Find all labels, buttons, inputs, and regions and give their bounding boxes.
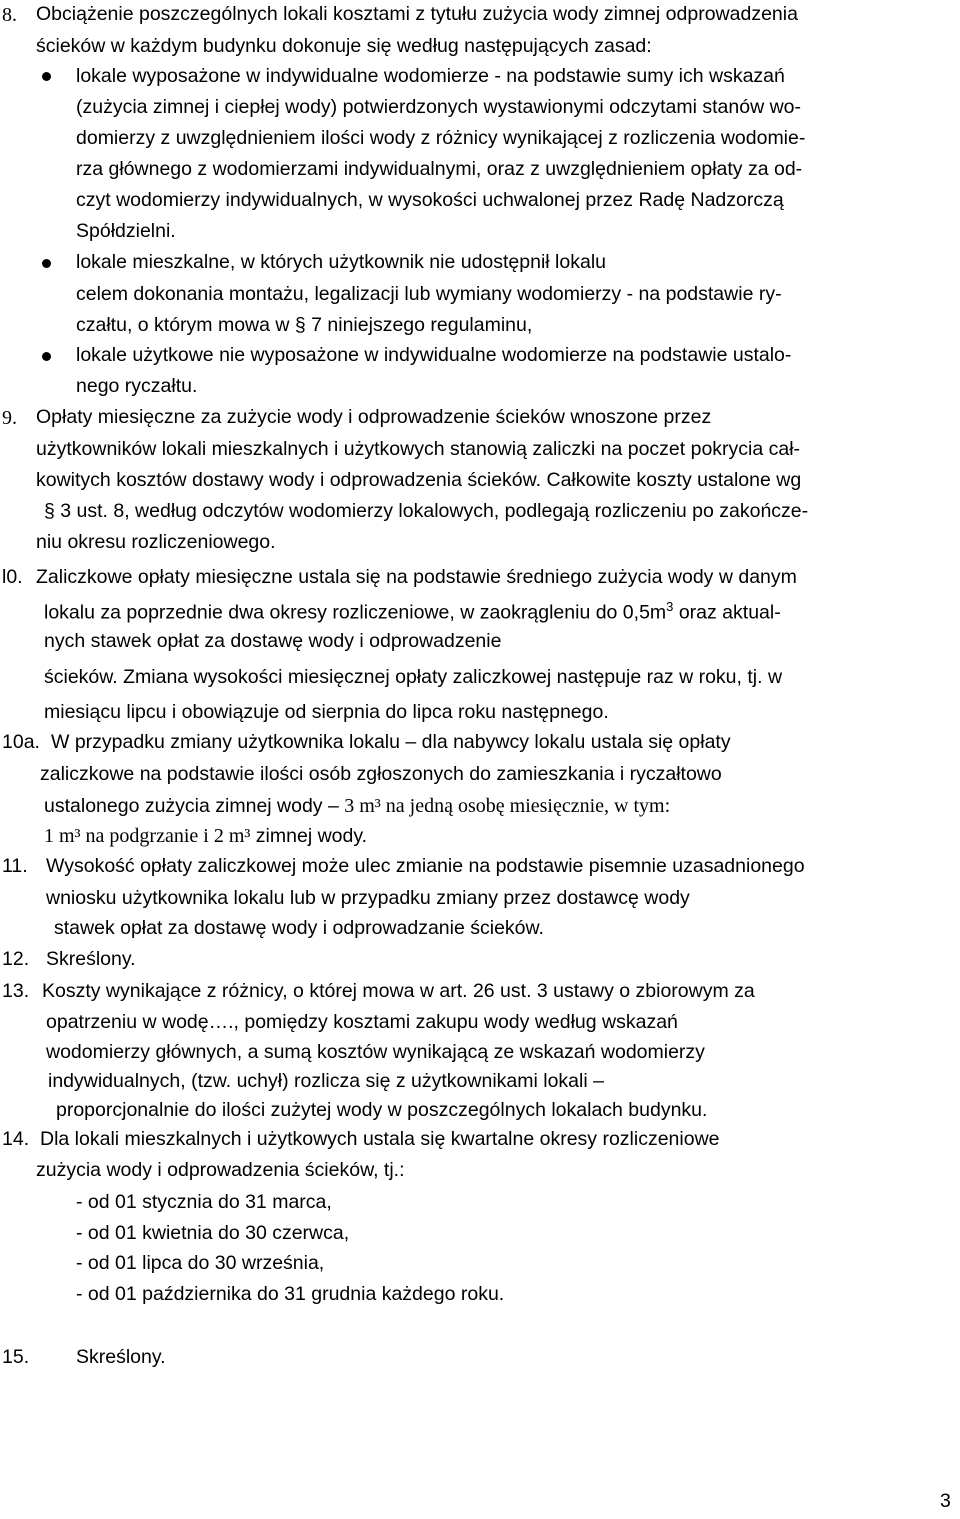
- section-text-line: Obciążenie poszczególnych lokali kosztami z tytułu zużycia wody zimnej odprowadzenia: [36, 3, 798, 25]
- section-text-line: stawek opłat za dostawę wody i odprowadzanie ścieków.: [54, 917, 544, 939]
- section-text-line: Opłaty miesięczne za zużycie wody i odprowadzenie ścieków wnoszone przez: [36, 406, 712, 428]
- section-text-line: lokalu za poprzednie dwa okresy rozliczeniowe, w zaokrągleniu do $0,5m^3$ oraz aktual-: [44, 599, 781, 624]
- list-item-line: Spółdzielni.: [76, 220, 176, 242]
- section-text-line: niu okresu rozliczeniowego.: [36, 531, 276, 553]
- section-number: 11.: [2, 855, 28, 877]
- list-item-line: lokale wyposażone w indywidualne wodomierze - na podstawie sumy ich wskazań: [76, 65, 785, 87]
- section-text-line: Koszty wynikające z różnicy, o której mowa w art. 26 ust. 3 ustawy o zbiorowym za: [42, 980, 755, 1002]
- period-item: - od 01 kwietnia do 30 czerwca,: [76, 1222, 350, 1244]
- page-number: 3: [940, 1490, 951, 1512]
- section-number: l0.: [2, 566, 23, 588]
- section-text-line: ścieków. Zmiana wysokości miesięcznej opłaty zaliczkowej następuje raz w roku, tj. w: [44, 666, 783, 688]
- section-text-line: Skreślony.: [46, 948, 136, 970]
- section-number: 12.: [2, 948, 30, 970]
- section-text-line: miesiącu lipcu i obowiązuje od sierpnia do lipca roku następnego.: [44, 701, 609, 723]
- section-text-line: 1 m³ na podgrzanie i 2 m³ zimnej wody.: [44, 825, 368, 847]
- list-item-line: czałtu, o którym mowa w § 7 niniejszego regulaminu,: [76, 314, 533, 336]
- list-item-line: lokale mieszkalne, w których użytkownik nie udostępnił lokalu: [76, 251, 607, 273]
- period-item: - od 01 stycznia do 31 marca,: [76, 1191, 332, 1213]
- list-item-line: nego ryczałtu.: [76, 375, 198, 397]
- section-text-line: Wysokość opłaty zaliczkowej może ulec zmianie na podstawie pisemnie uzasadnionego: [46, 855, 805, 877]
- section-text-line: ścieków w każdym budynku dokonuje się według następujących zasad:: [36, 35, 652, 57]
- section-number: 8.: [2, 4, 17, 26]
- section-text-line: wodomierzy głównych, a sumą kosztów wynikającą ze wskazań wodomierzy: [46, 1041, 705, 1063]
- list-item-line: czyt wodomierzy indywidualnych, w wysokości uchwalonej przez Radę Nadzorczą: [76, 189, 784, 211]
- list-item-line: domierzy z uwzględnieniem ilości wody z różnicy wynikającej z rozliczenia wodomie-: [76, 127, 806, 149]
- section-number: 9.: [2, 407, 17, 429]
- period-item: - od 01 lipca do 30 września,: [76, 1252, 325, 1274]
- section-number: 10a.: [2, 731, 40, 753]
- section-text-line: zużycia wody i odprowadzenia ścieków, tj.:: [36, 1159, 405, 1181]
- section-number: 13.: [2, 980, 30, 1002]
- period-item: - od 01 października do 31 grudnia każdego roku.: [76, 1283, 505, 1305]
- section-number: 15.: [2, 1346, 30, 1368]
- section-text-line: W przypadku zmiany użytkownika lokalu – dla nabywcy lokalu ustala się opłaty: [51, 731, 731, 753]
- section-text-line: Skreślony.: [76, 1346, 166, 1368]
- section-text-line: § 3 ust. 8, według odczytów wodomierzy lokalowych, podlegają rozliczeniu po zakończe-: [44, 500, 809, 522]
- section-text-line: Zaliczkowe opłaty miesięczne ustala się na podstawie średniego zużycia wody w danym: [36, 566, 797, 588]
- list-item-line: rza głównego z wodomierzami indywidualnymi, oraz z uwzględnieniem opłaty za od-: [76, 158, 803, 180]
- list-item-line: celem dokonania montażu, legalizacji lub wymiany wodomierzy - na podstawie ry-: [76, 283, 782, 305]
- section-number: 14.: [2, 1128, 30, 1150]
- bullet-icon: [42, 352, 51, 361]
- list-item-line: lokale użytkowe nie wyposażone w indywidualne wodomierze na podstawie ustalo-: [76, 344, 792, 366]
- section-text-line: opatrzeniu w wodę…., pomiędzy kosztami zakupu wody według wskazań: [46, 1011, 678, 1033]
- section-text-line: nych stawek opłat za dostawę wody i odprowadzenie: [44, 630, 502, 652]
- section-text-line: ustalonego zużycia zimnej wody – 3 m³ na jedną osobę miesięcznie, w tym:: [44, 795, 671, 817]
- section-text-line: indywidualnych, (tzw. uchył) rozlicza się z użytkownikami lokali –: [48, 1070, 604, 1092]
- section-text-line: użytkowników lokali mieszkalnych i użytkowych stanowią zaliczki na poczet pokrycia cał-: [36, 438, 801, 460]
- list-item-line: (zużycia zimnej i ciepłej wody) potwierdzonych wystawionymi odczytami stanów wo-: [76, 96, 802, 118]
- section-text-line: wniosku użytkownika lokalu lub w przypadku zmiany przez dostawcę wody: [46, 887, 690, 909]
- section-text-line: kowitych kosztów dostawy wody i odprowadzenia ścieków. Całkowite koszty ustalone wg: [36, 469, 802, 491]
- section-text-line: proporcjonalnie do ilości zużytej wody w poszczególnych lokalach budynku.: [56, 1099, 708, 1121]
- section-text-line: zaliczkowe na podstawie ilości osób zgłoszonych do zamieszkania i ryczałtowo: [40, 763, 722, 785]
- section-text-line: Dla lokali mieszkalnych i użytkowych ustala się kwartalne okresy rozliczeniowe: [40, 1128, 720, 1150]
- bullet-icon: [42, 72, 51, 81]
- bullet-icon: [42, 259, 51, 268]
